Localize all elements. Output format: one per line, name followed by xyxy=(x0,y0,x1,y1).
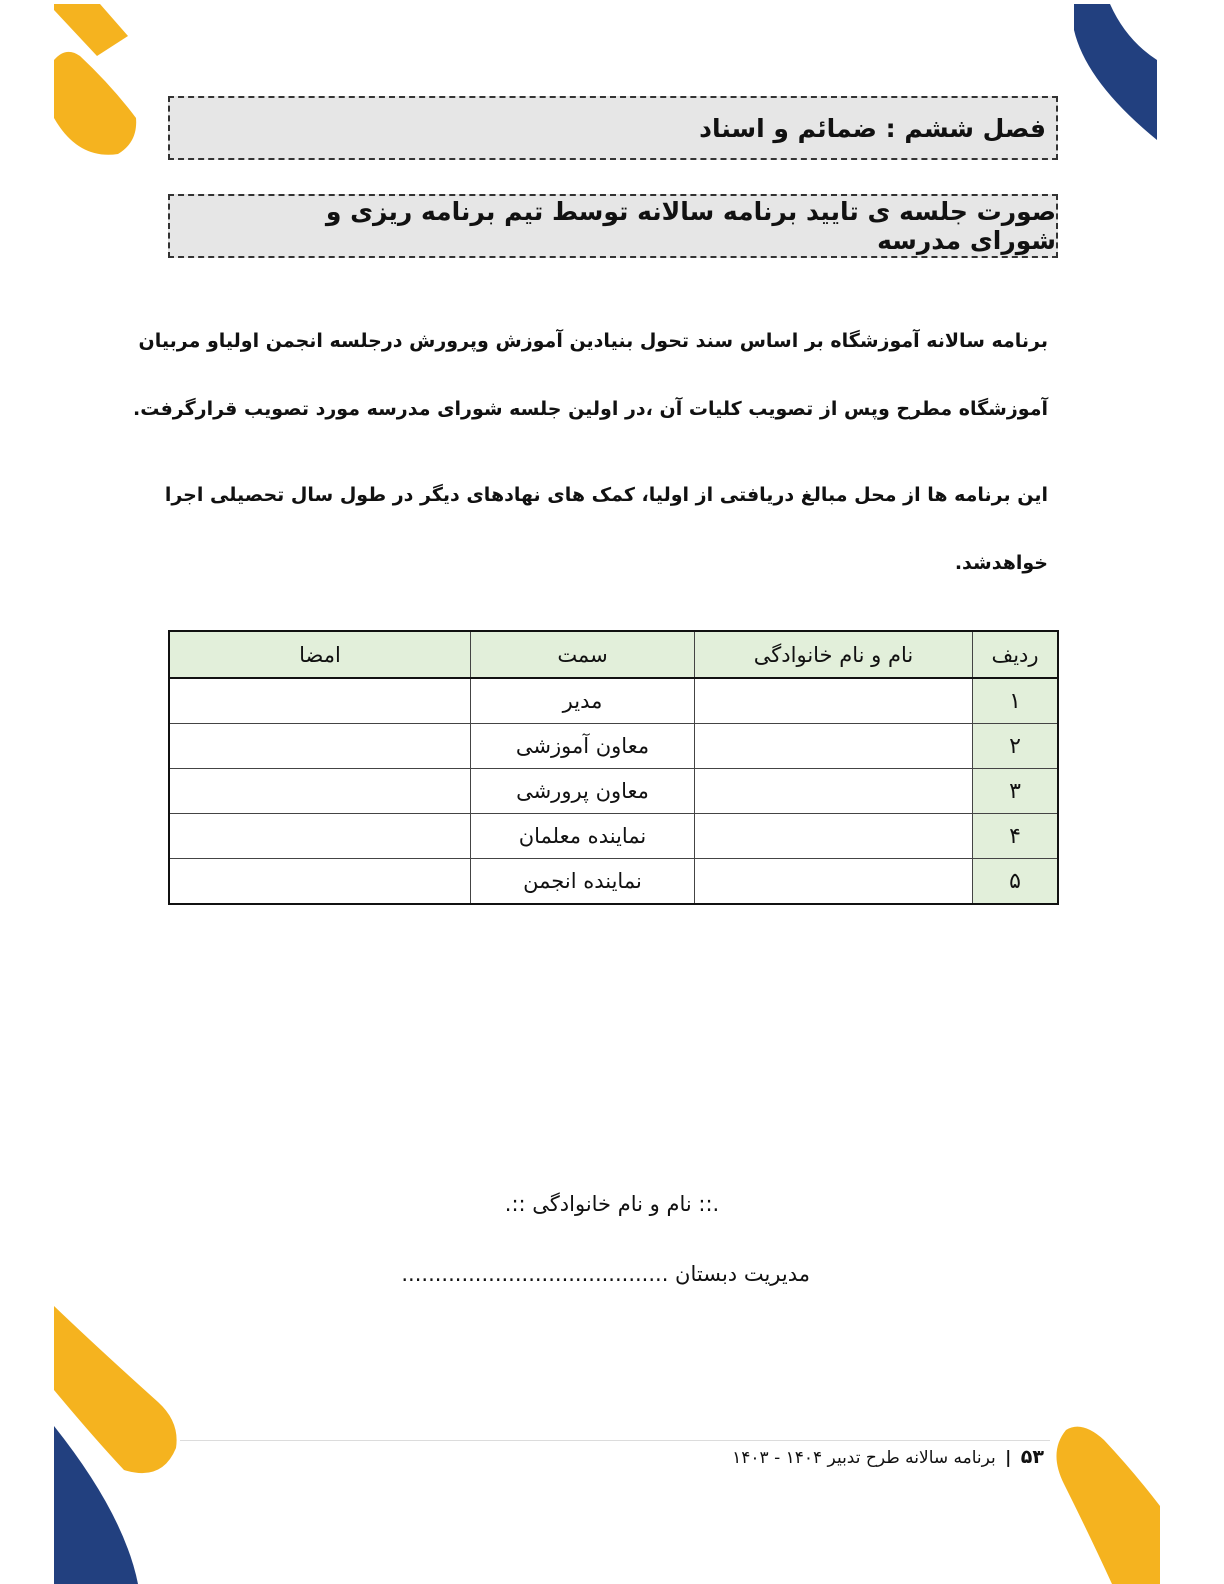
footer-text: برنامه سالانه طرح تدبیر ۱۴۰۴ - ۱۴۰۳ xyxy=(732,1448,996,1468)
name-cell xyxy=(695,769,973,814)
header-role: سمت xyxy=(471,631,695,678)
name-cell xyxy=(695,724,973,769)
role-cell: معاون آموزشی xyxy=(471,724,695,769)
role-cell: مدیر xyxy=(471,678,695,724)
table-header-row xyxy=(169,631,1058,678)
paragraph1-line1: برنامه سالانه آموزشگاه بر اساس سند تحول بنیادین آموزش وپرورش درجلسه انجمن اولیاو مربیان xyxy=(138,330,1048,352)
signature-cell xyxy=(169,769,471,814)
name-cell xyxy=(695,859,973,905)
table-row xyxy=(169,724,1058,769)
name-cell xyxy=(695,814,973,859)
role-cell: معاون پرورشی xyxy=(471,769,695,814)
top-left-decoration xyxy=(54,4,136,155)
table-row xyxy=(169,814,1058,859)
paragraph1-line2: آموزشگاه مطرح وپس از تصویب کلیات آن ،در اولین جلسه شورای مدرسه مورد تصویب قرارگرفت. xyxy=(133,398,1048,420)
role-cell: نماینده انجمن xyxy=(471,859,695,905)
row-number: ۱ xyxy=(973,678,1059,724)
header-name: نام و نام خانوادگی xyxy=(695,631,973,678)
signature-cell xyxy=(169,859,471,905)
row-number: ۲ xyxy=(973,724,1059,769)
row-number: ۴ xyxy=(973,814,1059,859)
header-row-number: ردیف xyxy=(973,631,1059,678)
page-number: ۵۳ xyxy=(1020,1446,1044,1468)
chapter-title: فصل ششم : ضمائم و اسناد xyxy=(699,113,1046,143)
footer-divider xyxy=(180,1440,1050,1441)
paragraph2-line2: خواهدشد. xyxy=(954,552,1048,574)
paragraph2-line1: این برنامه ها از محل مبالغ دریافتی از اولیا، کمک های نهادهای دیگر در طول سال تحصیلی اجرا xyxy=(164,484,1048,506)
signature-cell xyxy=(169,724,471,769)
chapter-title-box xyxy=(168,96,1058,160)
signer-name-label: .:: نام و نام خانوادگی ::. xyxy=(504,1192,720,1216)
signature-cell xyxy=(169,814,471,859)
section-title: صورت جلسه ی تایید برنامه سالانه توسط تیم برنامه ریزی و شورای مدرسه xyxy=(325,197,1056,255)
footer-separator: | xyxy=(1005,1448,1012,1468)
page-footer xyxy=(732,1446,1044,1468)
signature-cell xyxy=(169,678,471,724)
row-number: ۵ xyxy=(973,859,1059,905)
header-signature: امضا xyxy=(169,631,471,678)
name-cell xyxy=(695,678,973,724)
bottom-right-decoration xyxy=(1056,1427,1160,1584)
table-row xyxy=(169,769,1058,814)
top-right-decoration xyxy=(1074,4,1157,140)
school-management-label: مدیریت دبستان ........................................ xyxy=(401,1262,810,1286)
role-cell: نماینده معلمان xyxy=(471,814,695,859)
row-number: ۳ xyxy=(973,769,1059,814)
table-row xyxy=(169,678,1058,724)
bottom-left-decoration xyxy=(54,1306,177,1584)
signature-table xyxy=(168,630,1059,905)
section-title-box xyxy=(168,194,1058,258)
table-row xyxy=(169,859,1058,905)
